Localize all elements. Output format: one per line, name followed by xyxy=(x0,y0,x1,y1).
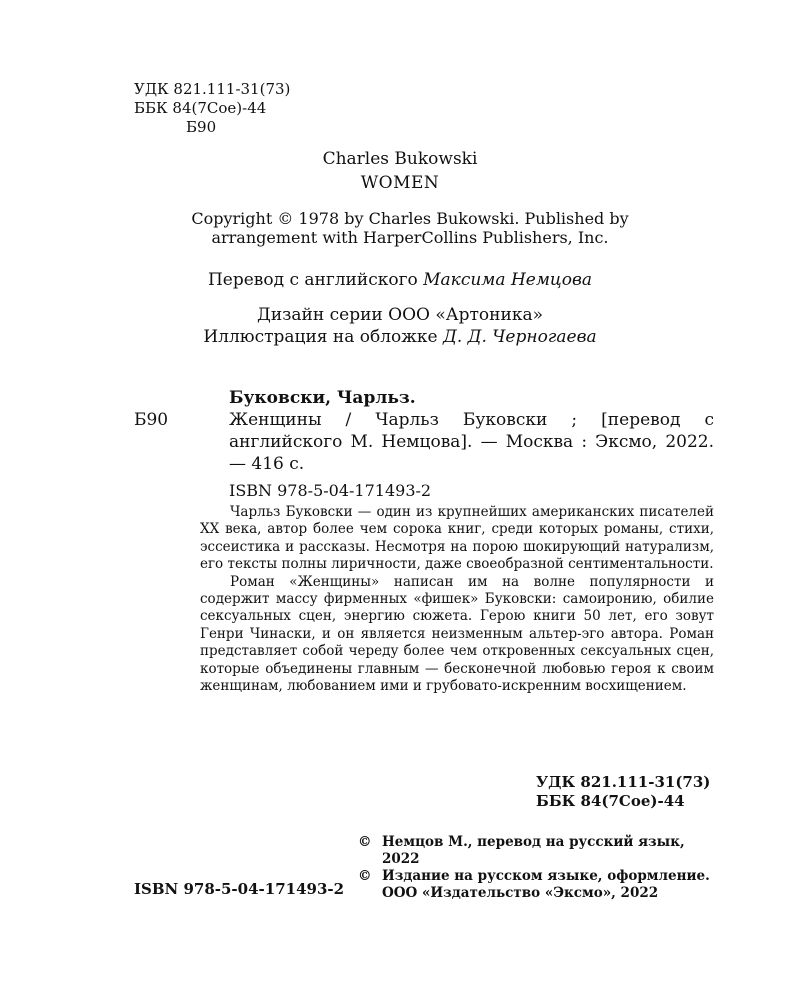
bibliography-description: Женщины / Чарльз Буковски ; [перевод с английского М. Немцова]. — Москва : Эксмо, 2022. — 416 с. xyxy=(229,410,714,474)
bibliography-author: Буковски, Чарльз. xyxy=(229,388,416,408)
illustrator-name: Д. Д. Черногаева xyxy=(443,327,597,347)
footer-copyrights xyxy=(358,834,718,902)
translation-credit xyxy=(0,269,800,291)
bibliography-mark: Б90 xyxy=(134,410,169,430)
illustration-prefix: Иллюстрация на обложке xyxy=(203,327,438,347)
copyright-symbol: © xyxy=(358,868,372,884)
copyright-text: Издание на русском языке, оформление. ООО «Издательство «Эксмо», 2022 xyxy=(382,868,710,901)
translation-prefix: Перевод с английского xyxy=(207,270,418,290)
copyright-notice: Copyright © 1978 by Charles Bukowski. Published by arrangement with HarperCollins Publishers, Inc. xyxy=(191,209,629,247)
series-design-credit: Дизайн серии ООО «Артоника» xyxy=(257,305,543,325)
translator-name: Максима Немцова xyxy=(423,270,593,290)
bbk-code: ББК 84(7Сое)-44 xyxy=(134,99,267,117)
udk-code: УДК 821.111-31(73) xyxy=(134,80,291,98)
bibliography-isbn: ISBN 978-5-04-171493-2 xyxy=(229,481,432,500)
footer-udk: УДК 821.111-31(73) xyxy=(536,773,711,791)
annotation-paragraph: Роман «Женщины» написан им на волне популярности и содержит массу фирменных «фишек» Буковски: самоиронию, обилие сексуальных сцен, энергию сюжета. Герою книги 50 лет, его зовут Генри Чинаски, и он является неизменным альтер-эго автора. Роман представляет собой череду более чем откровенных сексуальных сцен, которые объединены главным — бесконечной любовью героя к своим женщинам, любованием ими и грубовато-искренним восхищением. xyxy=(200,573,714,695)
original-title: WOMEN xyxy=(360,173,440,193)
footer-isbn: ISBN 978-5-04-171493-2 xyxy=(134,880,345,898)
design-credits xyxy=(0,304,800,348)
author-mark: Б90 xyxy=(186,118,217,136)
original-author: Charles Bukowski xyxy=(322,149,478,169)
copyright-text: Немцов М., перевод на русский язык, 2022 xyxy=(382,834,685,867)
annotation-paragraph: Чарльз Буковски — один из крупнейших американских писателей XX века, автор более чем сорока книг, среди которых романы, стихи, эссеистика и рассказы. Несмотря на порою шокирующий натурализм, его тексты полны лиричности, даже своеобразной сентиментальности. xyxy=(200,504,714,573)
copyright-item xyxy=(358,868,718,902)
classification-block xyxy=(134,80,290,137)
copyright-symbol: © xyxy=(358,834,372,850)
footer-bbk: ББК 84(7Сое)-44 xyxy=(536,792,685,810)
copyright-item xyxy=(358,834,718,868)
illustration-credit xyxy=(0,326,800,348)
annotation xyxy=(200,504,714,695)
footer-classification xyxy=(536,773,710,811)
